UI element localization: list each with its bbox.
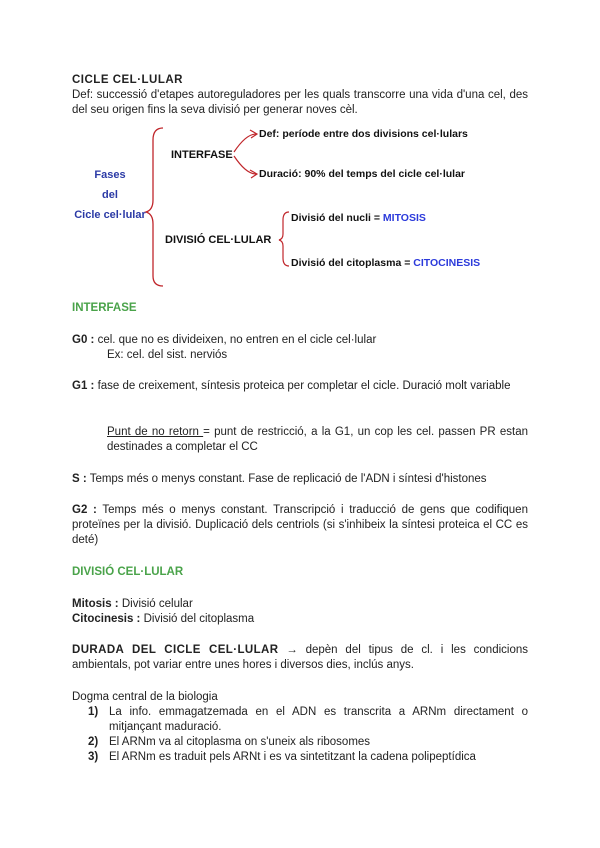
punt-no-retorn-text: = punt de restricció, a la G1, un cop les cel. passen PR estan destinades a completar el CC	[107, 426, 528, 453]
definition-text: Def: successió d'etapes autoreguladores per les quals transcorre una vida d'una cel, des del seu origen fins la seva divisió per generar noves cèl.	[72, 89, 528, 116]
list-item-number: 3)	[88, 751, 99, 763]
diagram-brackets	[0, 0, 600, 300]
list-item-text: La info. emmagatzemada en el ADN es transcrita a ARNm directament o mitjançant maduració.	[109, 706, 528, 733]
citocinesis-text: Divisió del citoplasma	[140, 613, 255, 625]
g2-text: Temps més o menys constant. Transcripció i traducció de gens que codifiquen proteïnes per la divisió. Duplicació dels centriols (si s'inhibeix la síntesi proteica el CC es deté)	[72, 504, 528, 546]
s-text: Temps més o menys constant. Fase de replicació de l'ADN i síntesi d'histones	[86, 473, 487, 485]
punt-no-retorn-paragraph	[107, 425, 528, 455]
citocinesis-line	[72, 612, 254, 627]
s-label: S :	[72, 473, 87, 485]
citocinesis-term: CITOCINESIS	[413, 257, 481, 269]
punt-no-retorn-term: Punt de no retorn	[107, 426, 204, 438]
mitosis-term: MITOSIS	[382, 212, 426, 224]
list-item-text: El ARNm va al citoplasma on s'uneix als ribosomes	[109, 736, 371, 748]
mitosis-line	[72, 597, 193, 612]
list-item	[72, 735, 528, 750]
g0-text: cel. que no es divideixen, no entren en el cicle cel·lular	[94, 334, 377, 346]
g0-paragraph	[72, 333, 528, 348]
g1-paragraph	[72, 379, 528, 394]
diagram-root-label	[70, 168, 150, 223]
citoplasma-prefix: Divisió del citoplasma =	[291, 257, 414, 269]
list-item	[72, 750, 528, 765]
root-line-1: Fases	[94, 169, 126, 181]
divisio-nucli-leaf	[291, 211, 426, 226]
interfase-duracio-leaf: Duració: 90% del temps del cicle cel·lular	[259, 168, 465, 180]
nucli-prefix: Divisió del nucli =	[291, 212, 383, 224]
root-line-2: del	[102, 189, 118, 201]
mitosis-text: Divisió celular	[118, 598, 193, 610]
root-line-3: Cicle cel·lular	[74, 209, 146, 221]
durada-paragraph	[72, 643, 528, 673]
list-item-number: 1)	[88, 706, 99, 718]
divisio-heading: DIVISIÓ CEL·LULAR	[72, 566, 184, 578]
citocinesis-label: Citocinesis :	[72, 613, 141, 625]
list-item-text: El ARNm es traduit pels ARNt i es va sintetitzant la cadena polipeptídica	[109, 751, 476, 763]
durada-label: DURADA DEL CICLE CEL·LULAR	[72, 644, 279, 656]
g1-text: fase de creixement, síntesis proteica per completar el cicle. Duració molt variable	[94, 380, 511, 392]
divisio-bracket	[279, 212, 289, 266]
g2-label: G2 :	[72, 504, 97, 516]
g0-example: Ex: cel. del sist. nerviós	[107, 349, 228, 361]
page-title: CICLE CEL·LULAR	[72, 74, 183, 86]
list-item	[72, 705, 528, 735]
list-item-number: 2)	[88, 736, 99, 748]
divisio-node: DIVISIÓ CEL·LULAR	[165, 234, 272, 246]
g1-label: G1 :	[72, 380, 95, 392]
g2-paragraph	[72, 503, 528, 548]
dogma-list	[72, 705, 528, 765]
interfase-node: INTERFASE	[171, 149, 233, 161]
divisio-citoplasma-leaf	[291, 256, 480, 271]
interfase-heading: INTERFASE	[72, 302, 137, 314]
interfase-def-leaf: Def: període entre dos divisions cel·lulars	[259, 128, 468, 140]
durada-text: → depèn del tipus de cl. i les condicions ambientals, pot variar entre unes hores i diversos dies, inclús anys.	[72, 644, 528, 671]
g0-label: G0 :	[72, 334, 95, 346]
s-paragraph	[72, 472, 528, 487]
mitosis-label: Mitosis :	[72, 598, 119, 610]
dogma-heading: Dogma central de la biologia	[72, 691, 218, 703]
